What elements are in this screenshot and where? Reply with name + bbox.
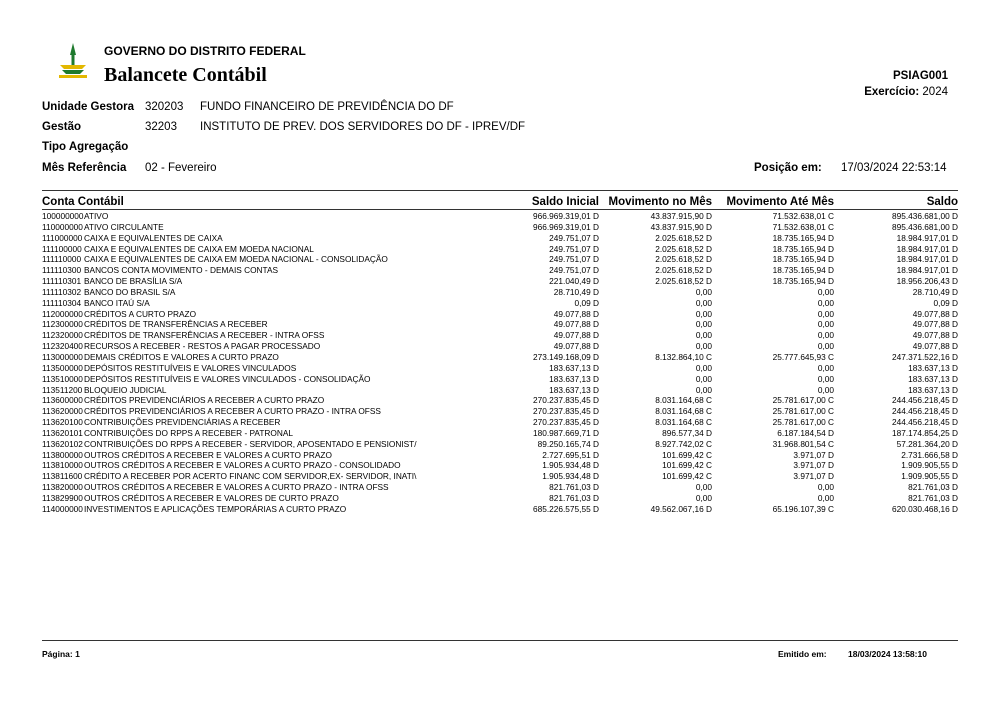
report-title: Balancete Contábil [104, 64, 267, 86]
movimento-ate-mes: 0,00 [817, 384, 834, 395]
saldo: 821.761,03 D [908, 492, 958, 503]
account-code: 111110301 [42, 276, 82, 287]
table-row [42, 222, 958, 233]
saldo: 49.077,88 D [912, 341, 958, 352]
table-row [42, 504, 958, 515]
saldo: 187.174.854,25 D [892, 427, 958, 438]
movimento-mes: 2.025.618,52 D [655, 254, 712, 265]
gestao-name: INSTITUTO DE PREV. DOS SERVIDORES DO DF - IPREV/DF [200, 121, 526, 133]
account-name: CONTRIBUIÇÕES DO RPPS A RECEBER - SERVIDOR, APOSENTADO E PENSIONIST/ [84, 438, 417, 449]
table-row [42, 471, 958, 482]
movimento-ate-mes: 25.781.617,00 C [772, 417, 834, 428]
mes-referencia-value: 02 - Fevereiro [145, 162, 217, 174]
account-name: OUTROS CRÉDITOS A RECEBER E VALORES A CURTO PRAZO - INTRA OFSS [84, 482, 389, 493]
saldo-inicial: 183.637,13 D [549, 362, 599, 373]
movimento-ate-mes: 3.971,07 D [793, 471, 834, 482]
movimento-mes: 101.699,42 C [662, 449, 712, 460]
account-code: 112300000 [42, 319, 83, 330]
saldo-inicial: 249.751,07 D [549, 232, 599, 243]
movimento-mes: 2.025.618,52 D [655, 265, 712, 276]
movimento-ate-mes: 25.781.617,00 C [772, 406, 834, 417]
gdf-logo [56, 41, 90, 81]
col-header-saldo-inicial: Saldo Inicial [531, 196, 599, 208]
saldo-inicial: 270.237.835,45 D [533, 417, 599, 428]
table-row [42, 244, 958, 255]
account-code: 113620000 [42, 406, 83, 417]
emitted-label: Emitido em: [778, 649, 827, 659]
movimento-ate-mes: 0,00 [817, 373, 834, 384]
account-name: CRÉDITOS DE TRANSFERÊNCIAS A RECEBER [84, 319, 268, 330]
saldo: 244.456.218,45 D [892, 417, 958, 428]
movimento-mes: 0,00 [695, 319, 712, 330]
account-code: 111110304 [42, 297, 82, 308]
saldo: 18.984.917,01 D [896, 232, 958, 243]
saldo-inicial: 270.237.835,45 D [533, 406, 599, 417]
movimento-mes: 896.577,34 D [662, 427, 712, 438]
movimento-ate-mes: 0,00 [817, 330, 834, 341]
account-code: 113600000 [42, 395, 83, 406]
saldo: 49.077,88 D [912, 319, 958, 330]
movimento-mes: 0,00 [695, 482, 712, 493]
account-name: CAIXA E EQUIVALENTES DE CAIXA EM MOEDA NACIONAL - CONSOLIDAÇÃO [84, 254, 388, 265]
saldo: 895.436.681,00 D [892, 211, 958, 221]
movimento-mes: 0,00 [695, 341, 712, 352]
movimento-ate-mes: 0,00 [817, 341, 834, 352]
header-divider-bottom [42, 209, 958, 210]
mes-referencia-label: Mês Referência [42, 162, 127, 174]
gestao-code: 32203 [145, 121, 177, 133]
table-row [42, 482, 958, 493]
saldo-inicial: 49.077,88 D [553, 341, 599, 352]
movimento-ate-mes: 0,00 [817, 492, 834, 503]
table-row [42, 395, 958, 406]
account-name: CONTRIBUIÇÕES PREVIDENCIÁRIAS A RECEBER [84, 417, 281, 428]
movimento-ate-mes: 0,00 [817, 319, 834, 330]
movimento-ate-mes: 18.735.165,94 D [772, 232, 834, 243]
account-name: CAIXA E EQUIVALENTES DE CAIXA EM MOEDA NACIONAL [84, 243, 314, 254]
movimento-ate-mes: 6.187.184,54 D [777, 427, 834, 438]
tipo-agregacao-label: Tipo Agregação [42, 141, 129, 153]
account-code: 111110300 [42, 265, 82, 276]
movimento-mes: 0,00 [695, 330, 712, 341]
movimento-mes: 101.699,42 C [662, 471, 712, 482]
account-name: BANCO ITAÚ S/A [84, 297, 150, 308]
saldo: 1.909.905,55 D [901, 471, 958, 482]
saldo: 247.371.522,16 D [892, 351, 958, 362]
table-row [42, 276, 958, 287]
balance-table-body [42, 211, 958, 515]
page-label: Página: [42, 649, 73, 659]
table-row [42, 287, 958, 298]
saldo: 821.761,03 D [908, 482, 958, 493]
account-name: INVESTIMENTOS E APLICAÇÕES TEMPORÁRIAS A CURTO PRAZO [84, 503, 347, 514]
table-row [42, 406, 958, 417]
exercise [864, 86, 948, 98]
col-header-saldo: Saldo [926, 196, 958, 208]
movimento-ate-mes: 18.735.165,94 D [772, 276, 834, 287]
table-row [42, 417, 958, 428]
saldo-inicial: 180.987.669,71 D [533, 427, 599, 438]
movimento-mes: 0,00 [695, 286, 712, 297]
movimento-mes: 2.025.618,52 D [655, 243, 712, 254]
account-code: 112000000 [42, 308, 83, 319]
account-name: CAIXA E EQUIVALENTES DE CAIXA [84, 232, 223, 243]
movimento-ate-mes: 71.532.638,01 C [772, 211, 834, 221]
account-code: 113820000 [42, 482, 83, 493]
saldo-inicial: 273.149.168,09 D [533, 351, 599, 362]
balance-table [42, 211, 958, 515]
account-name: CRÉDITOS DE TRANSFERÊNCIAS A RECEBER - INTRA OFSS [84, 330, 325, 341]
account-code: 114000000 [42, 503, 83, 514]
movimento-ate-mes: 0,00 [817, 308, 834, 319]
movimento-ate-mes: 18.735.165,94 D [772, 254, 834, 265]
movimento-ate-mes: 18.735.165,94 D [772, 265, 834, 276]
report-code: PSIAG001 [893, 70, 948, 82]
posicao-value: 17/03/2024 22:53:14 [841, 162, 947, 174]
account-code: 112320400 [42, 341, 83, 352]
saldo: 18.984.917,01 D [896, 265, 958, 276]
table-row [42, 460, 958, 471]
government-name: GOVERNO DO DISTRITO FEDERAL [104, 44, 306, 58]
movimento-mes: 8.132.864,10 C [655, 351, 712, 362]
account-code: 113800000 [42, 449, 83, 460]
saldo-inicial: 49.077,88 D [553, 330, 599, 341]
saldo-inicial: 270.237.835,45 D [533, 395, 599, 406]
header-divider-top [42, 190, 958, 191]
movimento-mes: 43.837.915,90 D [650, 211, 712, 221]
account-code: 113000000 [42, 351, 83, 362]
page-value: 1 [75, 649, 80, 659]
account-name: DEPÓSITOS RESTITUÍVEIS E VALORES VINCULADOS - CONSOLIDAÇÃO [84, 373, 371, 384]
table-row [42, 385, 958, 396]
saldo-inicial: 183.637,13 D [549, 373, 599, 384]
table-row [42, 330, 958, 341]
saldo-inicial: 89.250.165,74 D [537, 438, 599, 449]
table-row [42, 309, 958, 320]
movimento-ate-mes: 31.968.801,54 C [772, 438, 834, 449]
account-code: 113810000 [42, 460, 83, 471]
table-row [42, 211, 958, 222]
saldo-inicial: 821.761,03 D [549, 492, 599, 503]
movimento-ate-mes: 0,00 [817, 297, 834, 308]
saldo-inicial: 966.969.319,01 D [533, 221, 599, 232]
account-code: 112320000 [42, 330, 83, 341]
table-row [42, 233, 958, 244]
saldo: 895.436.681,00 D [892, 221, 958, 232]
account-code: 113620102 [42, 438, 83, 449]
table-row [42, 363, 958, 374]
account-name: BANCO DE BRASÍLIA S/A [84, 276, 183, 287]
unidade-label: Unidade Gestora [42, 101, 135, 113]
saldo: 620.030.468,16 D [892, 503, 958, 514]
saldo-inicial: 249.751,07 D [549, 265, 599, 276]
movimento-ate-mes: 18.735.165,94 D [772, 243, 834, 254]
movimento-mes: 0,00 [695, 308, 712, 319]
saldo: 183.637,13 D [908, 373, 958, 384]
saldo-inicial: 249.751,07 D [549, 243, 599, 254]
saldo: 183.637,13 D [908, 384, 958, 395]
movimento-mes: 0,00 [695, 373, 712, 384]
account-code: 111110000 [42, 254, 82, 265]
movimento-ate-mes: 3.971,07 D [793, 460, 834, 471]
saldo-inicial: 685.226.575,55 D [533, 503, 599, 514]
footer-divider [42, 640, 958, 641]
saldo-inicial: 1.905.934,48 D [542, 460, 599, 471]
col-header-movimento-ate-mes: Movimento Até Mês [726, 196, 834, 208]
saldo-inicial: 1.905.934,48 D [542, 471, 599, 482]
movimento-mes: 0,00 [695, 492, 712, 503]
page-number [42, 649, 80, 659]
unidade-name: FUNDO FINANCEIRO DE PREVIDÊNCIA DO DF [200, 101, 454, 113]
account-name: CRÉDITOS PREVIDENCIÁRIOS A RECEBER A CURTO PRAZO - INTRA OFSS [84, 406, 381, 417]
movimento-mes: 8.031.164,68 C [655, 395, 712, 406]
saldo: 244.456.218,45 D [892, 395, 958, 406]
table-row [42, 493, 958, 504]
saldo-inicial: 2.727.695,51 D [542, 449, 599, 460]
account-name: BANCOS CONTA MOVIMENTO - DEMAIS CONTAS [84, 265, 279, 276]
table-row [42, 341, 958, 352]
account-code: 111100000 [42, 243, 82, 254]
saldo-inicial: 966.969.319,01 D [533, 211, 599, 221]
movimento-mes: 8.031.164,68 C [655, 406, 712, 417]
movimento-ate-mes: 0,00 [817, 362, 834, 373]
movimento-ate-mes: 71.532.638,01 C [772, 221, 834, 232]
account-name: DEPÓSITOS RESTITUÍVEIS E VALORES VINCULADOS [84, 362, 297, 373]
account-name: DEMAIS CRÉDITOS E VALORES A CURTO PRAZO [84, 351, 279, 362]
account-code: 113620101 [42, 427, 83, 438]
unidade-code: 320203 [145, 101, 184, 113]
col-header-conta: Conta Contábil [42, 196, 124, 208]
table-row [42, 352, 958, 363]
account-name: BANCO DO BRASIL S/A [84, 286, 176, 297]
saldo: 18.984.917,01 D [896, 243, 958, 254]
movimento-ate-mes: 25.781.617,00 C [772, 395, 834, 406]
movimento-ate-mes: 0,00 [817, 482, 834, 493]
table-row [42, 428, 958, 439]
account-name: BLOQUEIO JUDICIAL [84, 384, 167, 395]
saldo-inicial: 183.637,13 D [549, 384, 599, 395]
movimento-mes: 101.699,42 C [662, 460, 712, 471]
account-code: 100000000 [42, 211, 84, 221]
saldo: 49.077,88 D [912, 330, 958, 341]
movimento-ate-mes: 0,00 [817, 286, 834, 297]
saldo-inicial: 49.077,88 D [553, 319, 599, 330]
account-name: OUTROS CRÉDITOS A RECEBER E VALORES DE CURTO PRAZO [84, 492, 339, 503]
account-name: CRÉDITO A RECEBER POR ACERTO FINANC COM SERVIDOR,EX- SERVIDOR, INATI\ [84, 471, 417, 482]
saldo: 0,09 D [933, 297, 958, 308]
account-code: 113500000 [42, 362, 83, 373]
table-row [42, 254, 958, 265]
table-row [42, 298, 958, 309]
movimento-mes: 0,00 [695, 297, 712, 308]
emitted-value: 18/03/2024 13:58:10 [848, 649, 927, 659]
movimento-ate-mes: 25.777.645,93 C [772, 351, 834, 362]
account-name: CRÉDITOS PREVIDENCIÁRIOS A RECEBER A CURTO PRAZO [84, 395, 325, 406]
saldo: 244.456.218,45 D [892, 406, 958, 417]
account-name: OUTROS CRÉDITOS A RECEBER E VALORES A CURTO PRAZO - CONSOLIDADO [84, 460, 401, 471]
account-code: 113829900 [42, 492, 83, 503]
table-row [42, 439, 958, 450]
movimento-mes: 2.025.618,52 D [655, 232, 712, 243]
account-code: 113811600 [42, 471, 83, 482]
movimento-mes: 8.031.164,68 C [655, 417, 712, 428]
posicao-label: Posição em: [754, 162, 822, 174]
saldo-inicial: 249.751,07 D [549, 254, 599, 265]
account-name: ATIVO [84, 211, 109, 221]
movimento-ate-mes: 65.196.107,39 C [772, 503, 834, 514]
table-row [42, 450, 958, 461]
account-name: CRÉDITOS A CURTO PRAZO [84, 308, 197, 319]
account-code: 111000000 [42, 232, 83, 243]
account-name: RECURSOS A RECEBER - RESTOS A PAGAR PROCESSADO [84, 341, 321, 352]
table-row [42, 319, 958, 330]
saldo-inicial: 0,09 D [574, 297, 599, 308]
account-code: 113620100 [42, 417, 83, 428]
saldo: 1.909.905,55 D [901, 460, 958, 471]
saldo: 183.637,13 D [908, 362, 958, 373]
col-header-movimento-mes: Movimento no Mês [608, 196, 712, 208]
account-name: OUTROS CRÉDITOS A RECEBER E VALORES A CURTO PRAZO [84, 449, 332, 460]
saldo-inicial: 28.710,49 D [553, 286, 599, 297]
account-name: ATIVO CIRCULANTE [84, 221, 164, 232]
account-code: 113511200 [42, 384, 83, 395]
exercise-label: Exercício: [864, 86, 920, 98]
saldo-inicial: 821.761,03 D [549, 482, 599, 493]
gestao-label: Gestão [42, 121, 81, 133]
saldo: 49.077,88 D [912, 308, 958, 319]
exercise-value: 2024 [922, 86, 948, 98]
table-row [42, 374, 958, 385]
saldo: 2.731.666,58 D [901, 449, 958, 460]
account-name: CONTRIBUIÇÕES DO RPPS A RECEBER - PATRONAL [84, 427, 293, 438]
account-code: 110000000 [42, 221, 83, 232]
saldo: 18.956.206,43 D [896, 276, 958, 287]
movimento-mes: 8.927.742,02 C [655, 438, 712, 449]
movimento-mes: 0,00 [695, 362, 712, 373]
movimento-mes: 0,00 [695, 384, 712, 395]
table-row [42, 265, 958, 276]
movimento-mes: 49.562.067,16 D [650, 503, 712, 514]
saldo-inicial: 221.040,49 D [549, 276, 599, 287]
account-code: 113510000 [42, 373, 83, 384]
saldo: 57.281.364,20 D [896, 438, 958, 449]
movimento-mes: 2.025.618,52 D [655, 276, 712, 287]
movimento-mes: 43.837.915,90 D [650, 221, 712, 232]
saldo: 18.984.917,01 D [896, 254, 958, 265]
saldo-inicial: 49.077,88 D [553, 308, 599, 319]
movimento-ate-mes: 3.971,07 D [793, 449, 834, 460]
saldo: 28.710,49 D [912, 286, 958, 297]
account-code: 111110302 [42, 286, 82, 297]
